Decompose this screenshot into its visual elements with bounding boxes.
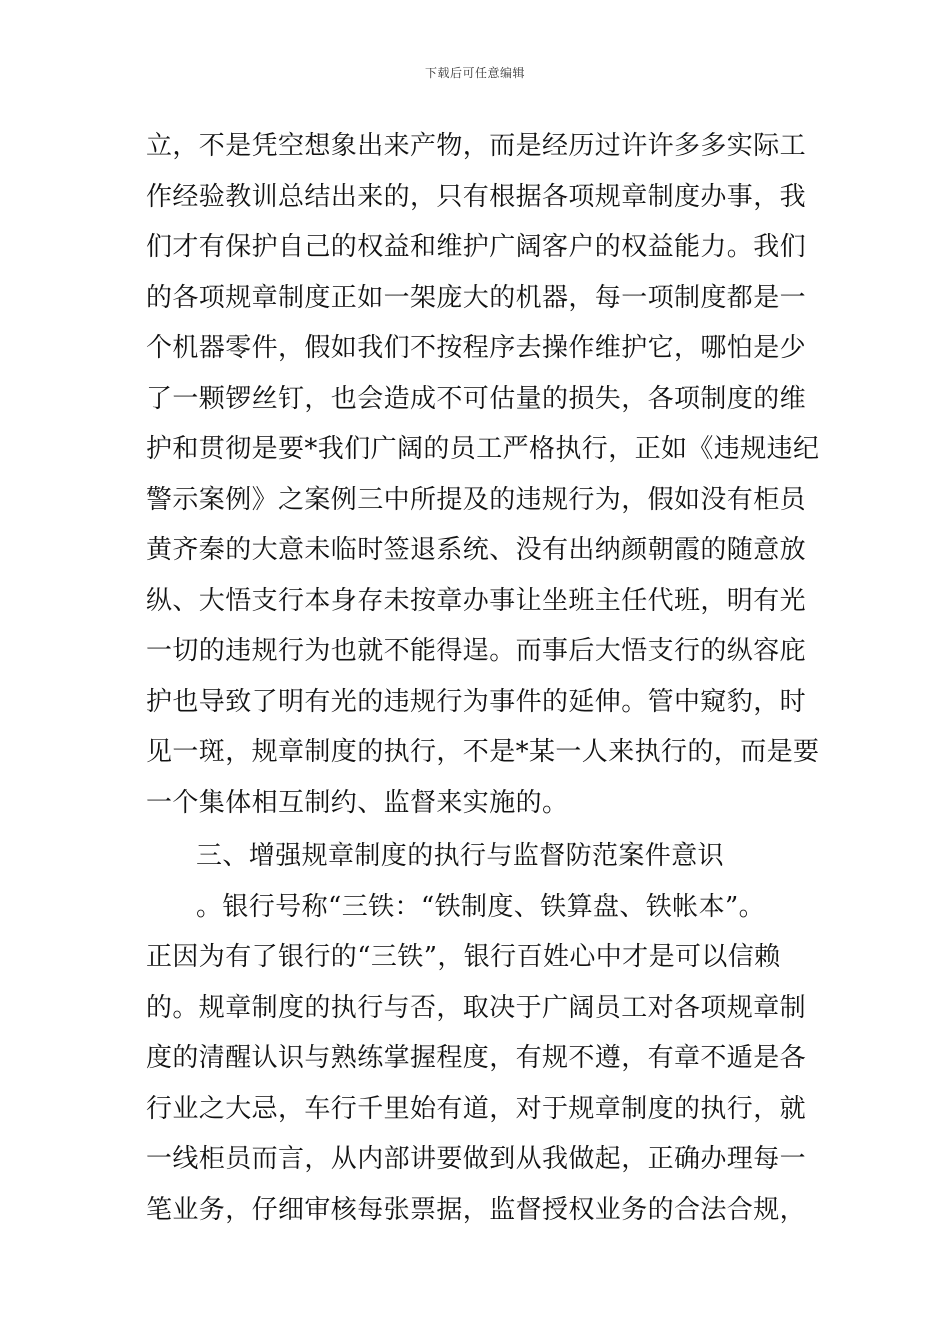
paragraph-line: 的。规章制度的执行与否，取决于广阔员工对各项规章制 bbox=[146, 992, 807, 1023]
paragraph-line: 个机器零件，假如我们不按程序去操作维护它，哪怕是少 bbox=[146, 333, 807, 363]
paragraph-line: 作经验教训总结出来的，只有根据各项规章制度办事，我 bbox=[146, 181, 807, 212]
paragraph-line: 一切的违规行为也就不能得逞。而事后大悟支行的纵容庇 bbox=[146, 636, 807, 666]
paragraph-line: 了一颗锣丝钉，也会造成不可估量的损失，各项制度的维 bbox=[146, 383, 807, 414]
paragraph-line: 行业之大忌，车行千里始有道，对于规章制度的执行，就 bbox=[146, 1093, 807, 1124]
page-header: 下载后可任意编辑 bbox=[424, 66, 525, 80]
document-body bbox=[146, 121, 820, 1235]
paragraph-line: 纵、大悟支行本身存未按章办事让坐班主任代班，明有光 bbox=[146, 585, 807, 616]
paragraph-line: 一个集体相互制约、监督来实施的。 bbox=[146, 787, 569, 818]
paragraph-line: 见一斑，规章制度的执行，不是*某一人来执行的，而是要 bbox=[146, 737, 820, 767]
paragraph-line: 的各项规章制度正如一架庞大的机器，每一项制度都是一 bbox=[146, 282, 807, 313]
paragraph-line: 。银行号称“三铁：“铁制度、铁算盘、铁帐本”。 bbox=[196, 891, 766, 922]
paragraph-line: 护也导致了明有光的违规行为事件的延伸。管中窥豹，时 bbox=[146, 686, 807, 717]
paragraph-line: 正因为有了银行的“三铁”，银行百姓心中才是可以信赖 bbox=[146, 942, 781, 972]
paragraph-line: 护和贯彻是要*我们广阔的员工严格执行，正如《违规违纪 bbox=[146, 434, 820, 464]
section-heading: 三、增强规章制度的执行与监督防范案件意识 bbox=[196, 841, 725, 871]
paragraph-line: 一线柜员而言，从内部讲要做到从我做起，正确办理每一 bbox=[146, 1144, 807, 1174]
paragraph-line: 们才有保护自己的权益和维护广阔客户的权益能力。我们 bbox=[146, 232, 807, 262]
paragraph-line: 立，不是凭空想象出来产物，而是经历过许许多多实际工 bbox=[146, 131, 807, 161]
paragraph-line: 黄齐秦的大意未临时签退系统、没有出纳颜朝霞的随意放 bbox=[146, 535, 807, 565]
paragraph-line: 警示案例》之案例三中所提及的违规行为，假如没有柜员 bbox=[146, 484, 807, 515]
paragraph-line: 笔业务，仔细审核每张票据，监督授权业务的合法合规， bbox=[146, 1194, 807, 1225]
paragraph-line: 度的清醒认识与熟练掌握程度，有规不遵，有章不遁是各 bbox=[146, 1043, 807, 1073]
